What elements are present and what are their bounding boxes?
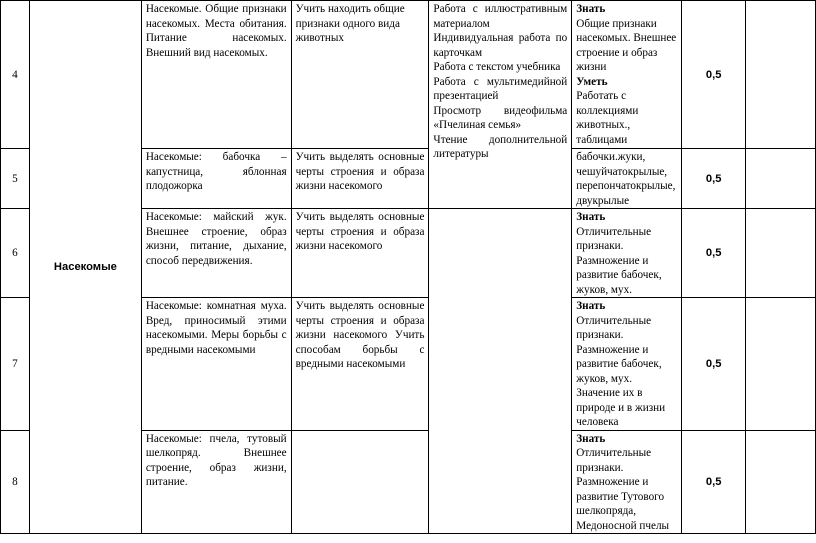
lesson-title: Насекомые: комнатная муха. Вред, приносимый этими насекомыми. Меры борьбы с вредными насекомыми bbox=[141, 298, 291, 431]
topic-cell: Насекомые bbox=[29, 1, 141, 534]
can-text: Работать с коллекциями животных., таблицами bbox=[576, 90, 639, 146]
lesson-title: Насекомые: майский жук. Внешнее строение, образ жизни, питание, дыхание, способ передвижения. bbox=[141, 209, 291, 298]
score-cell: 0,5 bbox=[682, 430, 746, 534]
know-label: Знать bbox=[576, 300, 606, 312]
lesson-goal: Учить находить общие признаки одного вида животных bbox=[291, 1, 429, 149]
score-cell: 0,5 bbox=[682, 1, 746, 149]
activities-cell-empty bbox=[429, 209, 572, 534]
activities-cell bbox=[429, 1, 572, 209]
empty-cell bbox=[746, 209, 816, 298]
lesson-number: 5 bbox=[1, 149, 30, 209]
lesson-number: 7 bbox=[1, 298, 30, 431]
score-cell: 0,5 bbox=[682, 298, 746, 431]
lesson-title: Насекомые: бабочка – капустница, яблонная плодожорка bbox=[141, 149, 291, 209]
activity-item: Индивидуальная работа по карточкам bbox=[433, 32, 568, 59]
table-row bbox=[1, 1, 816, 149]
expected-results: бабочки.жуки, чешуйчатокрылые, перепончатокрылые, двукрылые bbox=[572, 149, 682, 209]
lesson-title: Насекомые. Общие признаки насекомых. Места обитания. Питание насекомых. Внешний вид насекомых. bbox=[141, 1, 291, 149]
activity-item: Работа с иллюстративным материалом bbox=[433, 3, 568, 30]
lesson-number: 6 bbox=[1, 209, 30, 298]
lesson-goal: Учить выделять основные черты строения и образа жизни насекомого bbox=[291, 209, 429, 298]
know-text: Общие признаки насекомых. Внешнее строение и образ жизни bbox=[576, 17, 677, 73]
lesson-goal: Учить выделять основные черты строения и образа жизни насекомого bbox=[291, 149, 429, 209]
lesson-goal: Учить выделять основные черты строения и образа жизни насекомого Учить способам борьбы с вредными насекомыми bbox=[291, 298, 429, 431]
expected-results bbox=[572, 430, 682, 534]
score-cell: 0,5 bbox=[682, 209, 746, 298]
know-text: Отличительные признаки. Размножение и развитие бабочек, жуков, мух. Значение их в природе и в жизни человека bbox=[576, 314, 666, 428]
score-cell: 0,5 bbox=[682, 149, 746, 209]
know-label: Знать bbox=[576, 432, 606, 445]
lesson-goal bbox=[291, 430, 429, 534]
know-text: Отличительные признаки. Размножение и развитие бабочек, жуков, мух. bbox=[576, 225, 662, 296]
can-label: Уметь bbox=[576, 75, 608, 88]
lesson-title: Насекомые: пчела, тутовый шелкопряд. Внешнее строение, образ жизни, питание. bbox=[141, 430, 291, 534]
know-label: Знать bbox=[576, 3, 606, 15]
lesson-number: 8 bbox=[1, 430, 30, 534]
activity-item: Работа с мультимедийной презентацией bbox=[433, 75, 568, 102]
activity-item: Чтение дополнительной литературы bbox=[433, 133, 568, 160]
empty-cell bbox=[746, 1, 816, 149]
activity-item: Просмотр видеофильма «Пчелиная семья» bbox=[433, 104, 568, 131]
activity-item: Работа с текстом учебника bbox=[433, 61, 561, 73]
expected-results bbox=[572, 298, 682, 431]
empty-cell bbox=[746, 298, 816, 431]
expected-results bbox=[572, 209, 682, 298]
know-text: Отличительные признаки. Размножение и развитие Тутового шелкопряда, Медоносной пчелы bbox=[576, 447, 670, 532]
empty-cell bbox=[746, 149, 816, 209]
know-label: Знать bbox=[576, 211, 606, 223]
expected-results bbox=[572, 1, 682, 149]
lesson-number: 4 bbox=[1, 1, 30, 149]
empty-cell bbox=[746, 430, 816, 534]
